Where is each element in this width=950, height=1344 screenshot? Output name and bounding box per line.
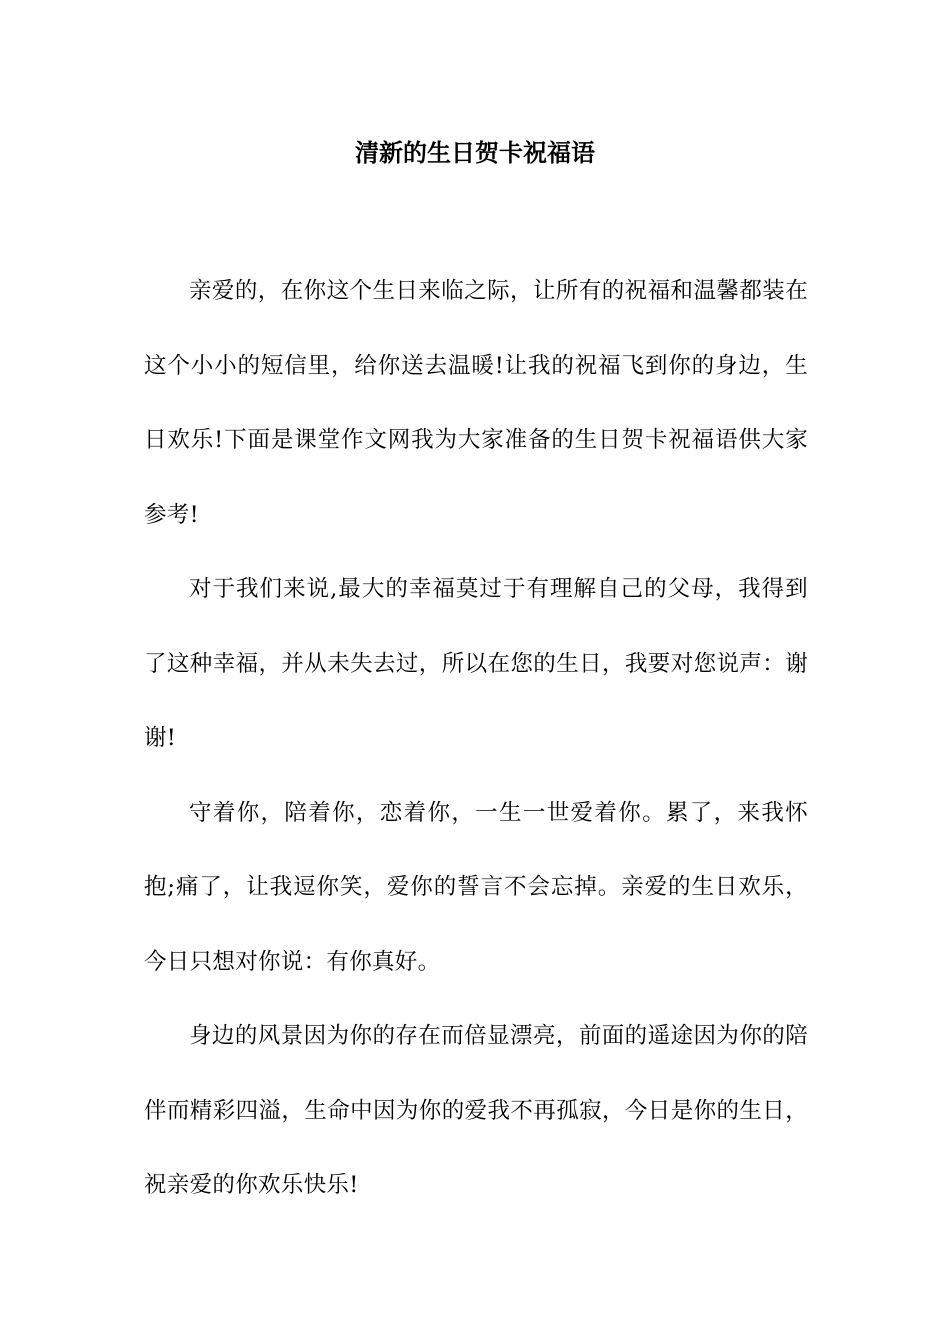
- document-body: [144, 254, 808, 1223]
- paragraph-love: 守着你，陪着你，恋着你，一生一世爱着你。累了，来我怀抱;痛了，让我逗你笑，爱你的誓言不会忘掉。亲爱的生日欢乐，今日只想对你说：有你真好。: [144, 799, 808, 975]
- document-title: 清新的生日贺卡祝福语: [355, 139, 595, 167]
- paragraph-intro: 亲爱的，在你这个生日来临之际，让所有的祝福和温馨都装在这个小小的短信里，给你送去温暖!让我的祝福飞到你的身边，生日欢乐!下面是课堂作文网我为大家准备的生日贺卡祝福语供大家参考!: [144, 278, 808, 528]
- paragraph-parents: 对于我们来说,最大的幸福莫过于有理解自己的父母，我得到了这种幸福，并从未失去过，所以在您的生日，我要对您说声：谢谢!: [144, 576, 808, 751]
- paragraph-scenery: 身边的风景因为你的存在而倍显漂亮，前面的遥途因为你的陪伴而精彩四溢，生命中因为你的爱我不再孤寂，今日是你的生日，祝亲爱的你欢乐快乐!: [144, 1023, 808, 1198]
